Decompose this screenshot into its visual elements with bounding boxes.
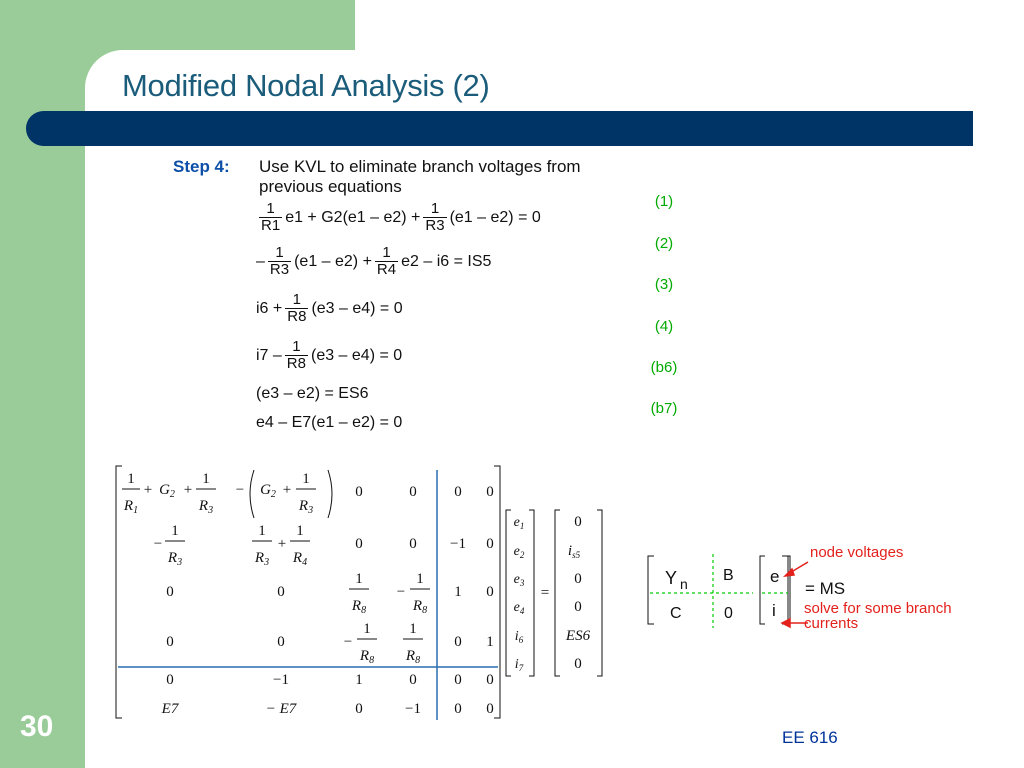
- svg-text:R3: $R_3$: [298, 498, 314, 516]
- block-i: i: [772, 601, 776, 620]
- unknown-i7: $i_7$: [514, 657, 524, 673]
- rhs-cell: 0: [574, 599, 582, 615]
- matrix-cell-1-2: [236, 471, 316, 516]
- matrix-cell: − E7: [265, 701, 297, 717]
- matrix-cell-1-1: [122, 471, 216, 516]
- svg-text:+: +: [143, 482, 153, 498]
- matrix-cell: 0: [409, 536, 417, 552]
- svg-text:R3: $R_3$: [254, 550, 270, 568]
- matrix-cell-2-1: [154, 523, 185, 568]
- svg-text:G2: $G_2$: [260, 482, 276, 500]
- svg-text:R8: $R_8$: [405, 648, 421, 666]
- matrix-cell: 0: [486, 701, 494, 717]
- matrix-cell: 0: [486, 484, 494, 500]
- rhs-cell: 0: [574, 656, 582, 672]
- e-bracket-left: [760, 556, 765, 624]
- matrix-cell: 0: [454, 672, 462, 688]
- rhs-is5: $i_{s5}$: [567, 543, 581, 560]
- fraction: $\frac{1}{R3}$: [269, 244, 290, 278]
- svg-text:G2: $G_2$: [159, 482, 175, 500]
- unknown-e4: $e_4$: [513, 600, 525, 616]
- svg-text:1: 1: [302, 471, 310, 487]
- matrix-cell: 0: [166, 672, 174, 688]
- svg-text:1: 1: [127, 471, 135, 487]
- matrix-cell: 1: [486, 634, 494, 650]
- matrix-cell: 0: [486, 584, 494, 600]
- svg-text:+: +: [183, 482, 193, 498]
- svg-text:1: 1: [363, 621, 371, 637]
- block-c: C: [670, 605, 682, 622]
- svg-text:1: 1: [355, 571, 363, 587]
- block-bracket-right: [782, 556, 788, 624]
- slide-title: Modified Nodal Analysis (2): [122, 68, 490, 103]
- matrix-cell: 0: [355, 484, 363, 500]
- equation-text: i6 +: [256, 299, 283, 317]
- paren-right: [328, 470, 332, 518]
- rhs-cell: 0: [574, 514, 582, 530]
- course-code: EE 616: [782, 728, 838, 747]
- block-bracket-left: [648, 556, 654, 624]
- matrix-cell: 0: [486, 672, 494, 688]
- svg-text:R8: $R_8$: [359, 648, 375, 666]
- block-b: B: [723, 567, 734, 584]
- rhs-bracket-left: [555, 510, 560, 676]
- matrix-bracket-right: [494, 466, 500, 718]
- svg-text:1: 1: [416, 571, 424, 587]
- equation-text: e1 + G2(e1 – e2) +: [285, 208, 421, 226]
- matrix-cell: 0: [454, 634, 462, 650]
- equation-text: (e1 – e2) = 0: [449, 208, 541, 226]
- matrix-cell: 0: [409, 672, 417, 688]
- step-line-2: previous equations: [259, 177, 402, 196]
- matrix-cell: −1: [405, 701, 421, 717]
- svg-text:R8: $R_8$: [412, 598, 428, 616]
- matrix-cell-4-4: [403, 621, 423, 666]
- svg-text:R3: $R_3$: [167, 550, 183, 568]
- fraction: $\frac{1}{R4}$: [376, 244, 397, 278]
- equation-text: –: [256, 252, 265, 270]
- matrix-cell-3-4: [397, 571, 430, 616]
- matrix-cell: 0: [486, 536, 494, 552]
- equation-label: (2): [654, 235, 674, 252]
- vector-bracket-left: [506, 510, 511, 676]
- block-e: e: [770, 567, 780, 586]
- matrix-cell: 1: [454, 584, 462, 600]
- annotation-branch-currents-1: solve for some branch: [804, 600, 952, 617]
- matrix-cell: −1: [273, 672, 289, 688]
- unknown-i6: $i_6$: [514, 629, 524, 645]
- svg-text:1: 1: [296, 523, 304, 539]
- matrix-cell: 0: [166, 634, 174, 650]
- matrix-cell: E7: [161, 701, 179, 717]
- equation-text: e2 – i6 = IS5: [401, 252, 492, 270]
- svg-text:R4: $R_4$: [292, 550, 308, 568]
- slide-number: 30: [20, 710, 54, 743]
- equation-text: i7 –: [256, 346, 282, 364]
- matrix-cell: 0: [454, 701, 462, 717]
- matrix-cell: 0: [277, 584, 285, 600]
- annotation-node-voltages: node voltages: [810, 544, 904, 561]
- svg-text:+: +: [277, 536, 287, 552]
- block-matrix: [640, 548, 1000, 648]
- annotation-branch-currents-2: currents: [804, 615, 859, 632]
- equation-label: (3): [654, 276, 674, 293]
- fraction: $\frac{1}{R8}$: [286, 338, 306, 372]
- rhs-cell: 0: [574, 571, 582, 587]
- svg-text:R1: $R_1$: [123, 498, 139, 516]
- equation-label: (4): [654, 318, 674, 335]
- unknown-e2: $e_2$: [513, 544, 525, 560]
- fraction: $\frac{1}{R3}$: [425, 200, 445, 234]
- equals-sign: =: [540, 585, 550, 601]
- equation-text: e4 – E7(e1 – e2) = 0: [256, 414, 403, 431]
- svg-text:R8: $R_8$: [351, 598, 367, 616]
- equation-label: (1): [654, 193, 674, 210]
- block-yn: Y: [665, 568, 678, 588]
- svg-text:−: −: [343, 634, 353, 650]
- matrix-cell: 0: [409, 484, 417, 500]
- matrix-cell-2-2: [252, 523, 310, 568]
- equation-label: (b6): [650, 359, 678, 376]
- block-zero: 0: [724, 605, 733, 622]
- block-yn-sub: n: [680, 576, 688, 592]
- matrix-cell: 1: [355, 672, 363, 688]
- vector-bracket-right: [529, 510, 534, 676]
- fraction: $\frac{1}{R8}$: [287, 291, 307, 325]
- svg-text:−: −: [235, 482, 245, 498]
- matrix-cell: 0: [355, 536, 363, 552]
- svg-text:+: +: [282, 482, 292, 498]
- equation-text: (e3 – e2) = ES6: [256, 385, 369, 402]
- equation-text: (e1 – e2) +: [294, 252, 372, 270]
- arrowhead-branch-currents: [782, 619, 790, 627]
- step-line-1: Use KVL to eliminate branch voltages from: [259, 157, 581, 176]
- unknown-e1: $e_1$: [513, 515, 525, 531]
- step-heading: Step 4:: [173, 157, 230, 176]
- svg-text:1: 1: [202, 471, 210, 487]
- unknown-e3: $e_3$: [513, 572, 525, 588]
- matrix-cell: 0: [355, 701, 363, 717]
- equation-text: (e3 – e4) = 0: [310, 346, 403, 364]
- matrix-cell: −1: [450, 536, 466, 552]
- matrix-cell: 0: [277, 634, 285, 650]
- matrix-cell-3-3: [349, 571, 369, 616]
- fraction: $\frac{1}{R1}$: [261, 200, 281, 234]
- svg-text:−: −: [153, 536, 163, 552]
- matrix-bracket-left: [116, 466, 122, 718]
- rhs-bracket-right: [597, 510, 602, 676]
- equation-text: (e3 – e4) = 0: [311, 299, 403, 317]
- svg-text:1: 1: [409, 621, 417, 637]
- svg-text:R3: $R_3$: [198, 498, 214, 516]
- svg-text:1: 1: [171, 523, 179, 539]
- rhs-es6: ES6: [565, 628, 591, 644]
- matrix-cell: 0: [166, 584, 174, 600]
- svg-text:−: −: [396, 584, 406, 600]
- matrix-cell-4-3: [344, 621, 377, 666]
- equation-label: (b7): [650, 400, 678, 417]
- paren-left: [250, 470, 254, 518]
- matrix-cell: 0: [454, 484, 462, 500]
- svg-text:1: 1: [258, 523, 266, 539]
- block-rhs: = MS: [805, 579, 846, 598]
